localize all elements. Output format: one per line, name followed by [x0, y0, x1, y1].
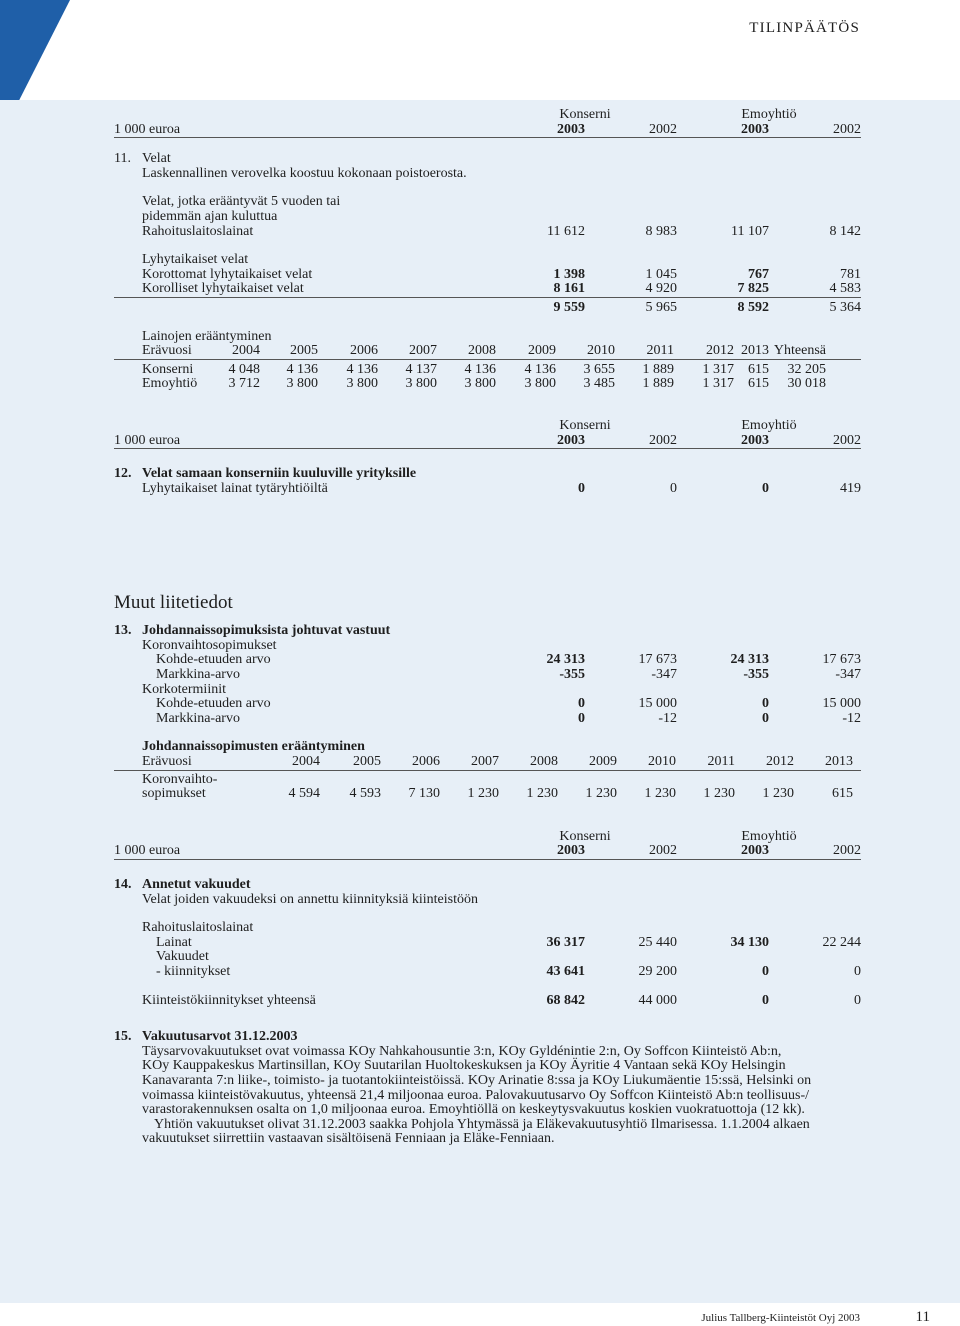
loans-row: Lainat 36 317 25 440 34 130 22 244: [156, 934, 861, 950]
forward-market-value-row: Markkina-arvo 0 -12 0 -12: [156, 710, 861, 726]
loan-maturity-konserni-row: Konserni 4 048 4 136 4 136 4 137 4 136 4 136 3 655 1 889 1 317 615 32 205: [142, 361, 826, 377]
mortgages-row: - kiinnitykset 43 641 29 200 0 0: [156, 963, 861, 979]
loan-maturity-header: Erävuosi 2004 2005 2006 2007 2008 2009 2010 2011 2012 2013 Yhteensä: [114, 344, 861, 360]
mortgages-total-row: Kiinteistökiinnitykset yhteensä 68 842 44 000 0 0: [142, 992, 861, 1008]
korolliset-row: Korolliset lyhytaikaiset velat 8 161 4 920 7 825 4 583: [114, 282, 861, 298]
note-14-title: 14. Annetut vakuudet: [114, 877, 251, 892]
year-header-row-2: 1 000 euroa 2003 2002 2003 2002: [114, 432, 861, 448]
swap-maturity-row: sopimukset 4 594 4 593 7 130 1 230 1 230 1 230 1 230 1 230 1 230 615: [142, 786, 853, 802]
page-number: 11: [915, 1309, 930, 1325]
derivative-maturity-heading: Johdannaissopimusten erääntyminen: [142, 739, 365, 755]
forward-notional-row: Kohde-etuuden arvo 0 15 000 0 15 000: [156, 696, 861, 712]
column-group-header: [114, 108, 861, 123]
korottomat-row: Korottomat lyhytaikaiset velat 1 398 1 045 767 781: [142, 266, 861, 282]
short-term-total-row: 9 559 5 965 8 592 5 364: [553, 299, 861, 315]
derivative-maturity-header: Erävuosi 2004 2005 2006 2007 2008 2009 2010 2011 2012 2013: [114, 755, 861, 771]
note-14-subtitle: Velat joiden vakuudeksi on annettu kiinnityksiä kiinteistöön: [142, 891, 478, 907]
note-11-title: 11. Velat: [114, 151, 171, 167]
konserni-header: Konserni: [559, 107, 611, 122]
column-group-header-3: Konserni Emoyhtiö: [559, 828, 797, 844]
swap-maturity-label-1: Koronvaihto-: [142, 771, 218, 787]
collateral-group-heading: Rahoituslaitoslainat: [142, 920, 254, 936]
insurance-paragraph: Täysarvovakuutukset ovat voimassa KOy Nahkahousuntie 3:n, KOy Gyldénintie 2:n, Oy Soffcon Kiinteistö Ab:n, KOy Kauppakeskus Martinsillan, KOy Suutarilan Huoltokeskuksen ja KOy Äyritie 4 Vantaan sekä KOy Helsingin Kanavaranta 7:n liike-, toimisto- ja tuotantokiinteistöissä. KOy Arinatie 8:ssa ja KOy Liukumäentie 15:ssä, Helsinki on voimassa kiinteistövakuutus, yhteensä 21,4 miljoonaa euroa. Palovakuutusarvo Oy Soffcon Kiinteistö Ab:n teollisuus-/ varastorakennuksen osalta on 1,0 miljoonaa euroa. Emoyhtiöllä on keskeytysvakuutus koskien vuokratuottoja (12 kk). Yhtiön vakuutukset olivat 31.12.2003 saakka Pohjola Yhtymässä ja Eläkevakuutusyhtiö Ilmarisessa. 1.1.2004 alkaen vakuutukset siirrettiin vastaavan sisältöisenä Fenniaan ja Eläke-Fenniaan.: [142, 1043, 812, 1147]
column-group-header-2: Konserni Emoyhtiö: [559, 417, 797, 433]
note-13-title: 13. Johdannaissopimuksista johtuvat vastuut: [114, 623, 391, 639]
collateral-heading: Vakuudet: [156, 949, 209, 965]
interest-swaps-heading: Koronvaihtosopimukset: [142, 637, 277, 653]
section-title: Muut liitetiedot: [114, 592, 233, 614]
note-12-title: 12. Velat samaan konserniin kuuluville yrityksille: [114, 466, 417, 482]
swap-notional-row: Kohde-etuuden arvo 24 313 17 673 24 313 17 673: [156, 652, 861, 668]
loan-maturity-heading: Lainojen erääntyminen: [142, 328, 272, 344]
note-11-subtitle: Laskennallinen verovelka koostuu kokonaan poistoerosta.: [142, 165, 467, 181]
long-term-heading-1: Velat, jotka erääntyvät 5 vuoden tai: [142, 194, 341, 210]
rahoitus-row: Rahoituslaitoslainat 11 612 8 983 11 107 8 142: [142, 223, 861, 239]
page-header-title: TILINPÄÄTÖS: [749, 20, 860, 36]
year-header-row-3: 1 000 euroa 2003 2002 2003 2002: [114, 843, 861, 859]
emoyhtio-header: Emoyhtiö: [741, 107, 797, 122]
loan-maturity-emoyhtio-row: Emoyhtiö 3 712 3 800 3 800 3 800 3 800 3 800 3 485 1 889 1 317 615 30 018: [142, 376, 826, 392]
note-12-row: Lyhytaikaiset lainat tytäryhtiöiltä 0 0 0 419: [142, 480, 861, 496]
note-15-title: 15. Vakuutusarvot 31.12.2003: [114, 1029, 298, 1045]
swap-market-value-row: Markkina-arvo -355 -347 -355 -347: [156, 667, 861, 683]
forwards-heading: Korkotermiinit: [142, 681, 226, 697]
notes-content: [114, 108, 861, 1147]
footer-company: Julius Tallberg-Kiinteistöt Oyj 2003: [701, 1312, 860, 1324]
year-header-row: 1 000 euroa 2003 2002 2003 2002: [114, 121, 861, 137]
long-term-heading-2: pidemmän ajan kuluttua: [142, 208, 278, 224]
short-term-heading: Lyhytaikaiset velat: [142, 252, 249, 268]
